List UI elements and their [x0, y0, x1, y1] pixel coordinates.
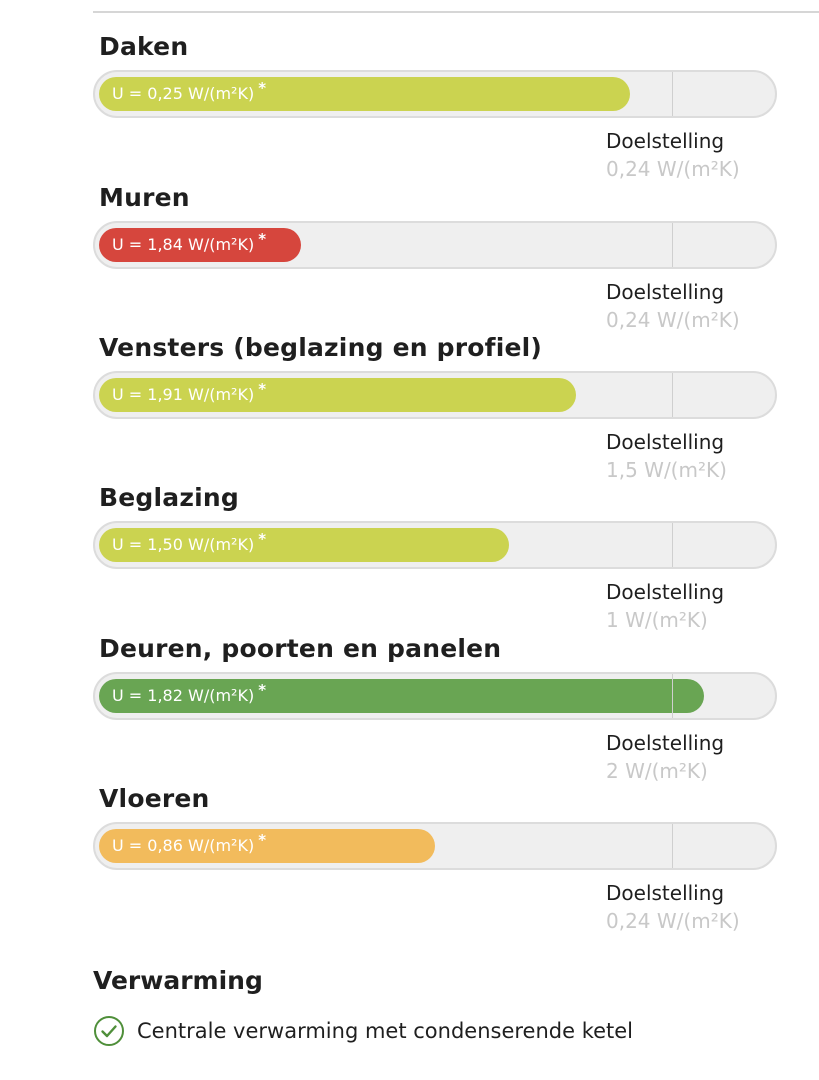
target-value: 0,24 W/(m²K)	[606, 308, 740, 332]
target-marker	[672, 72, 673, 116]
footnote-asterisk: *	[258, 530, 267, 548]
u-value-bar-fill	[99, 228, 301, 262]
u-value-bar	[93, 672, 777, 720]
section-windows	[0, 331, 819, 481]
footnote-asterisk: *	[258, 380, 267, 398]
u-value-bar	[93, 521, 777, 569]
footnote-asterisk: *	[258, 681, 267, 699]
heating-title: Verwarming	[93, 966, 263, 995]
heating-item-text: Centrale verwarming met condenserende ketel	[137, 1019, 634, 1043]
u-value-label: U = 1,82 W/(m²K)	[112, 686, 255, 705]
target-value: 1,5 W/(m²K)	[606, 458, 727, 482]
target-marker	[672, 523, 673, 567]
u-value-bar	[93, 221, 777, 269]
target-marker	[672, 674, 673, 718]
section-glazing	[0, 481, 819, 631]
target-caption: Doelstelling	[606, 881, 725, 905]
u-value-bar	[93, 371, 777, 419]
section-doors	[0, 632, 819, 782]
target-caption: Doelstelling	[606, 580, 725, 604]
u-value-bar-fill	[99, 528, 509, 562]
target-value: 0,24 W/(m²K)	[606, 909, 740, 933]
target-value: 1 W/(m²K)	[606, 608, 708, 632]
u-value-bar-fill	[99, 829, 435, 863]
u-value-bar-fill	[99, 378, 576, 412]
u-value-label: U = 1,91 W/(m²K)	[112, 385, 255, 404]
section-floors	[0, 782, 819, 932]
section-walls	[0, 181, 819, 331]
footnote-asterisk: *	[258, 230, 267, 248]
u-value-bar	[93, 70, 777, 118]
target-value: 2 W/(m²K)	[606, 759, 708, 783]
section-title: Beglazing	[99, 483, 239, 512]
section-title: Deuren, poorten en panelen	[99, 634, 502, 663]
u-value-bar	[93, 822, 777, 870]
target-caption: Doelstelling	[606, 430, 725, 454]
target-marker	[672, 824, 673, 868]
target-caption: Doelstelling	[606, 129, 725, 153]
section-title: Muren	[99, 183, 190, 212]
footnote-asterisk: *	[258, 831, 267, 849]
heating-item	[93, 1013, 633, 1049]
check-circle-icon	[93, 1015, 125, 1047]
u-value-bar-fill	[99, 679, 704, 713]
top-divider	[93, 11, 819, 13]
target-caption: Doelstelling	[606, 731, 725, 755]
section-title: Daken	[99, 32, 189, 61]
footnote-asterisk: *	[258, 79, 267, 97]
u-value-label: U = 1,84 W/(m²K)	[112, 235, 255, 254]
u-value-label: U = 0,86 W/(m²K)	[112, 836, 255, 855]
section-roofs	[0, 30, 819, 180]
section-title: Vloeren	[99, 784, 210, 813]
section-title: Vensters (beglazing en profiel)	[99, 333, 543, 362]
target-marker	[672, 373, 673, 417]
target-value: 0,24 W/(m²K)	[606, 157, 740, 181]
u-value-label: U = 0,25 W/(m²K)	[112, 84, 255, 103]
u-value-label: U = 1,50 W/(m²K)	[112, 535, 255, 554]
u-value-bar-fill	[99, 77, 630, 111]
target-marker	[672, 223, 673, 267]
target-caption: Doelstelling	[606, 280, 725, 304]
